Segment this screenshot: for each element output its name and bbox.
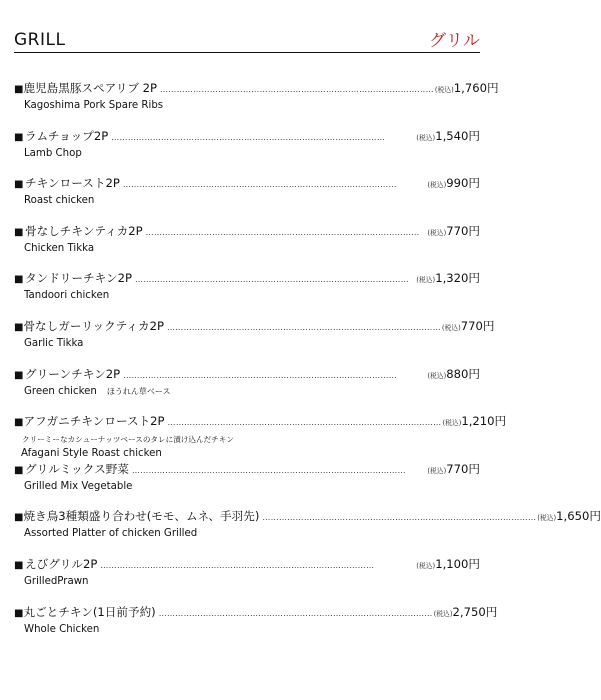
dot-leader: ……………………………………………………………………………………… — [167, 418, 442, 428]
menu-item-name-en: Chicken Tikka — [24, 242, 95, 254]
menu-item-description: クリーミーなカシューナッツベースのタレに漬け込んだチキン — [22, 435, 234, 445]
menu-item — [14, 508, 601, 556]
menu-item-name-jp: 鹿児島黒豚スペアリブ 2P — [23, 81, 157, 95]
menu-item-name-jp: グリーンチキン2P — [25, 366, 121, 381]
tax-label: (税込) — [416, 133, 436, 142]
menu-list — [14, 80, 601, 651]
menu-item-sub — [14, 481, 480, 492]
menu-item-line — [14, 223, 480, 241]
menu-item-line — [14, 366, 480, 384]
menu-item-price: 990円 — [446, 176, 480, 191]
menu-item — [14, 318, 495, 366]
menu-item-name-jp: えびグリル2P — [25, 556, 98, 571]
menu-item-line — [14, 128, 480, 146]
dot-leader: ……………………………………………………………………………………… — [122, 180, 397, 190]
menu-item-name-jp: 丸ごとチキン(1日前予約) — [23, 604, 156, 619]
menu-item-name-en: Assorted Platter of chicken Grilled — [24, 528, 198, 540]
menu-item — [14, 175, 480, 223]
menu-item-name-jp: アフガニチキンロースト2P — [23, 414, 165, 429]
bullet-icon: ■ — [14, 84, 24, 95]
menu-item-name-jp: 骨なしガーリックティカ2P — [23, 318, 164, 333]
menu-item-sub — [14, 386, 480, 397]
tax-label: (税込) — [427, 181, 447, 190]
menu-item-line — [14, 508, 601, 526]
bullet-icon: ■ — [14, 226, 24, 238]
bullet-icon: ■ — [14, 417, 24, 429]
page-title: GRILL — [14, 30, 66, 50]
dot-leader: ……………………………………………………………………………………… — [166, 322, 441, 332]
menu-item-name-en: GrilledPrawn — [24, 575, 89, 587]
menu-item — [14, 604, 498, 652]
bullet-icon: ■ — [14, 464, 24, 476]
bullet-icon: ■ — [14, 274, 24, 286]
menu-item-price: 1,540円 — [435, 128, 480, 143]
menu-item-price: 770円 — [460, 318, 495, 333]
tax-label: (税込) — [442, 419, 462, 428]
tax-label: (税込) — [433, 609, 453, 618]
menu-item — [14, 223, 480, 271]
bullet-icon: ■ — [14, 179, 24, 191]
menu-item-price: 880円 — [446, 366, 480, 381]
bullet-icon: ■ — [14, 607, 24, 619]
dot-leader: ……………………………………………………………………………………… — [100, 560, 375, 570]
menu-item-name-en: Afagani Style Roast chicken — [21, 448, 162, 460]
menu-item-price: 1,210円 — [461, 414, 507, 429]
menu-item-price: 1,650円 — [556, 509, 601, 524]
menu-item-name-jp: チキンロースト2P — [25, 176, 120, 191]
bullet-icon: ■ — [14, 131, 24, 143]
dot-leader: ……………………………………………………………………………………… — [111, 132, 386, 142]
menu-item-price: 2,750円 — [452, 604, 498, 619]
bullet-icon: ■ — [14, 321, 24, 333]
menu-item — [14, 270, 480, 318]
dot-leader: ……………………………………………………………………………………… — [123, 370, 398, 380]
page-header — [14, 26, 480, 52]
tax-label: (税込) — [416, 561, 436, 570]
dot-leader: ……………………………………………………………………………………… — [159, 85, 434, 94]
bullet-icon: ■ — [14, 512, 24, 524]
menu-item-sub — [14, 100, 480, 111]
tax-label: (税込) — [427, 371, 447, 380]
dot-leader: ……………………………………………………………………………………… — [145, 227, 420, 237]
tax-label: (税込) — [537, 514, 557, 523]
menu-item — [14, 413, 507, 461]
menu-item-sub — [14, 624, 480, 635]
dot-leader: ……………………………………………………………………………………… — [132, 465, 406, 475]
menu-item-price: 1,320円 — [435, 271, 480, 286]
menu-item-sub — [14, 448, 480, 459]
menu-item-sub — [14, 243, 480, 254]
menu-item — [14, 128, 480, 176]
menu-item-line — [14, 318, 495, 336]
menu-item-name-en: Tandoori chicken — [24, 290, 110, 302]
menu-item-price: 770円 — [446, 461, 480, 476]
menu-item-name-en: Green chicken — [24, 385, 97, 397]
menu-item — [14, 461, 480, 509]
tax-label: (税込) — [434, 86, 454, 94]
menu-item-price: 770円 — [446, 223, 480, 238]
tax-label: (税込) — [427, 228, 447, 237]
tax-label: (税込) — [441, 323, 461, 332]
menu-item-note: ほうれん草ベース — [106, 386, 171, 396]
bullet-icon: ■ — [14, 559, 24, 571]
menu-item-line — [14, 80, 499, 98]
menu-item-sub — [14, 290, 480, 301]
menu-item-name-jp: 焼き鳥3種類盛り合わせ(モモ、ムネ、手羽先) — [23, 509, 260, 524]
menu-item-sub — [14, 195, 480, 206]
menu-item-name-en: Kagoshima Pork Spare Ribs — [24, 100, 164, 111]
menu-item-name-en: Lamb Chop — [24, 147, 82, 159]
menu-item-price: 1,100円 — [435, 556, 480, 571]
dot-leader: ……………………………………………………………………………………… — [262, 513, 537, 523]
menu-item-line — [14, 461, 480, 479]
menu-item-line — [14, 175, 480, 193]
menu-item-sub — [14, 576, 480, 587]
tax-label: (税込) — [427, 466, 447, 475]
menu-item-name-jp: 骨なしチキンティカ2P — [25, 223, 143, 238]
menu-item-line — [14, 556, 480, 574]
menu-item-price: 1,760円 — [453, 81, 499, 95]
menu-item-name-en: Garlic Tikka — [24, 337, 84, 349]
menu-item-sub — [14, 338, 480, 349]
menu-item — [14, 556, 480, 604]
menu-item-name-jp: ラムチョップ2P — [25, 128, 109, 143]
dot-leader: ……………………………………………………………………………………… — [158, 608, 433, 618]
menu-item-line — [14, 270, 480, 288]
menu-item-name-jp: タンドリーチキン2P — [25, 271, 133, 286]
tax-label: (税込) — [416, 276, 436, 285]
menu-item — [14, 366, 480, 414]
menu-item-name-en: Whole Chicken — [24, 623, 100, 635]
menu-item-name-en: Roast chicken — [24, 195, 95, 207]
dot-leader: ……………………………………………………………………………………… — [135, 275, 409, 285]
menu-item-sub — [14, 148, 480, 159]
menu-item-name-en: Grilled Mix Vegetable — [24, 480, 133, 492]
menu-item-name-jp: グリルミックス野菜 — [25, 461, 129, 476]
menu-item — [14, 80, 499, 128]
menu-item-line — [14, 604, 498, 622]
page-title-japanese: グリル — [429, 31, 480, 51]
menu-item-line — [14, 413, 507, 431]
header-divider — [14, 52, 480, 53]
menu-item-sub — [14, 528, 480, 539]
bullet-icon: ■ — [14, 369, 24, 381]
